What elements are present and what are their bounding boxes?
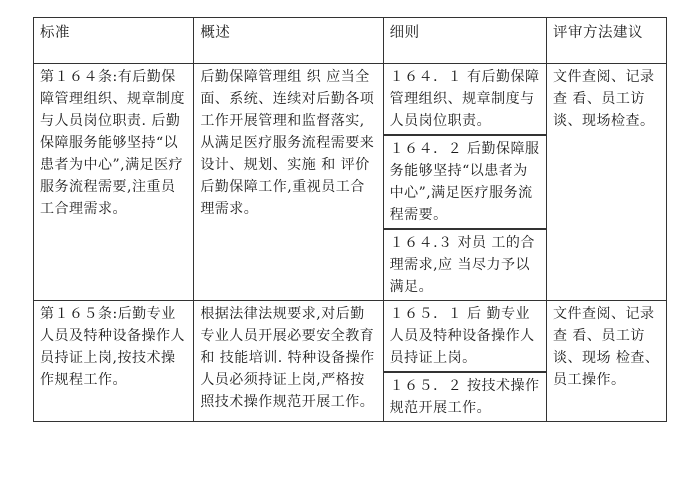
row-165-standard: 第１６５条:后勤专业人员及特种设备操作人员持证上岗,按技术操作规程工作。	[34, 301, 194, 422]
row-164-method: 文件查阅、记录查 看、员工访谈、现场检查。	[546, 64, 666, 301]
header-details: 细则	[383, 18, 546, 64]
table-row	[34, 301, 667, 373]
clause-164-3: １６４.３ 对员 工的合理需求,应 当尽力予以满足。	[383, 229, 546, 301]
row-165-summary: 根据法律法规要求,对后勤专业人员开展必要安全教育和 技能培训. 特种设备操作人员必须持证上岗,严格按照技术操作规范开展工作。	[194, 301, 383, 422]
header-standard: 标准	[34, 18, 194, 64]
header-summary: 概述	[194, 18, 383, 64]
clause-165-2: １６５．２ 按技术操作规范开展工作。	[383, 372, 546, 422]
standards-table	[33, 17, 667, 422]
row-164-standard: 第１６４条:有后勤保障管理组织、规章制度与人员岗位职责. 后勤保障服务能够坚持“以患者为中心”,满足医疗服务流程需要,注重员工合理需求。	[34, 64, 194, 301]
clause-164-1: １６４．１ 有后勤保障管理组织、规章制度与人员岗位职责。	[383, 64, 546, 136]
clause-164-2: １６４．２ 后勤保障服务能够坚持“以患者为中心”,满足医疗服务流程需要。	[383, 135, 546, 229]
row-164-summary: 后勤保障管理组 织 应当全面、系统、连续对后勤各项工作开展管理和监督落实,从满足医疗服务流程需要来设计、规划、实施 和 评价后勤保障工作,重视员工合理需求。	[194, 64, 383, 301]
header-method: 评审方法建议	[546, 18, 666, 64]
row-165-method: 文件查阅、记录查 看、员工访谈、现场 检查、员工操作。	[546, 301, 666, 422]
table-header-row	[34, 18, 667, 64]
clause-165-1: １６５．１ 后 勤专业人员及特种设备操作人员持证上岗。	[383, 301, 546, 373]
table-row	[34, 64, 667, 136]
